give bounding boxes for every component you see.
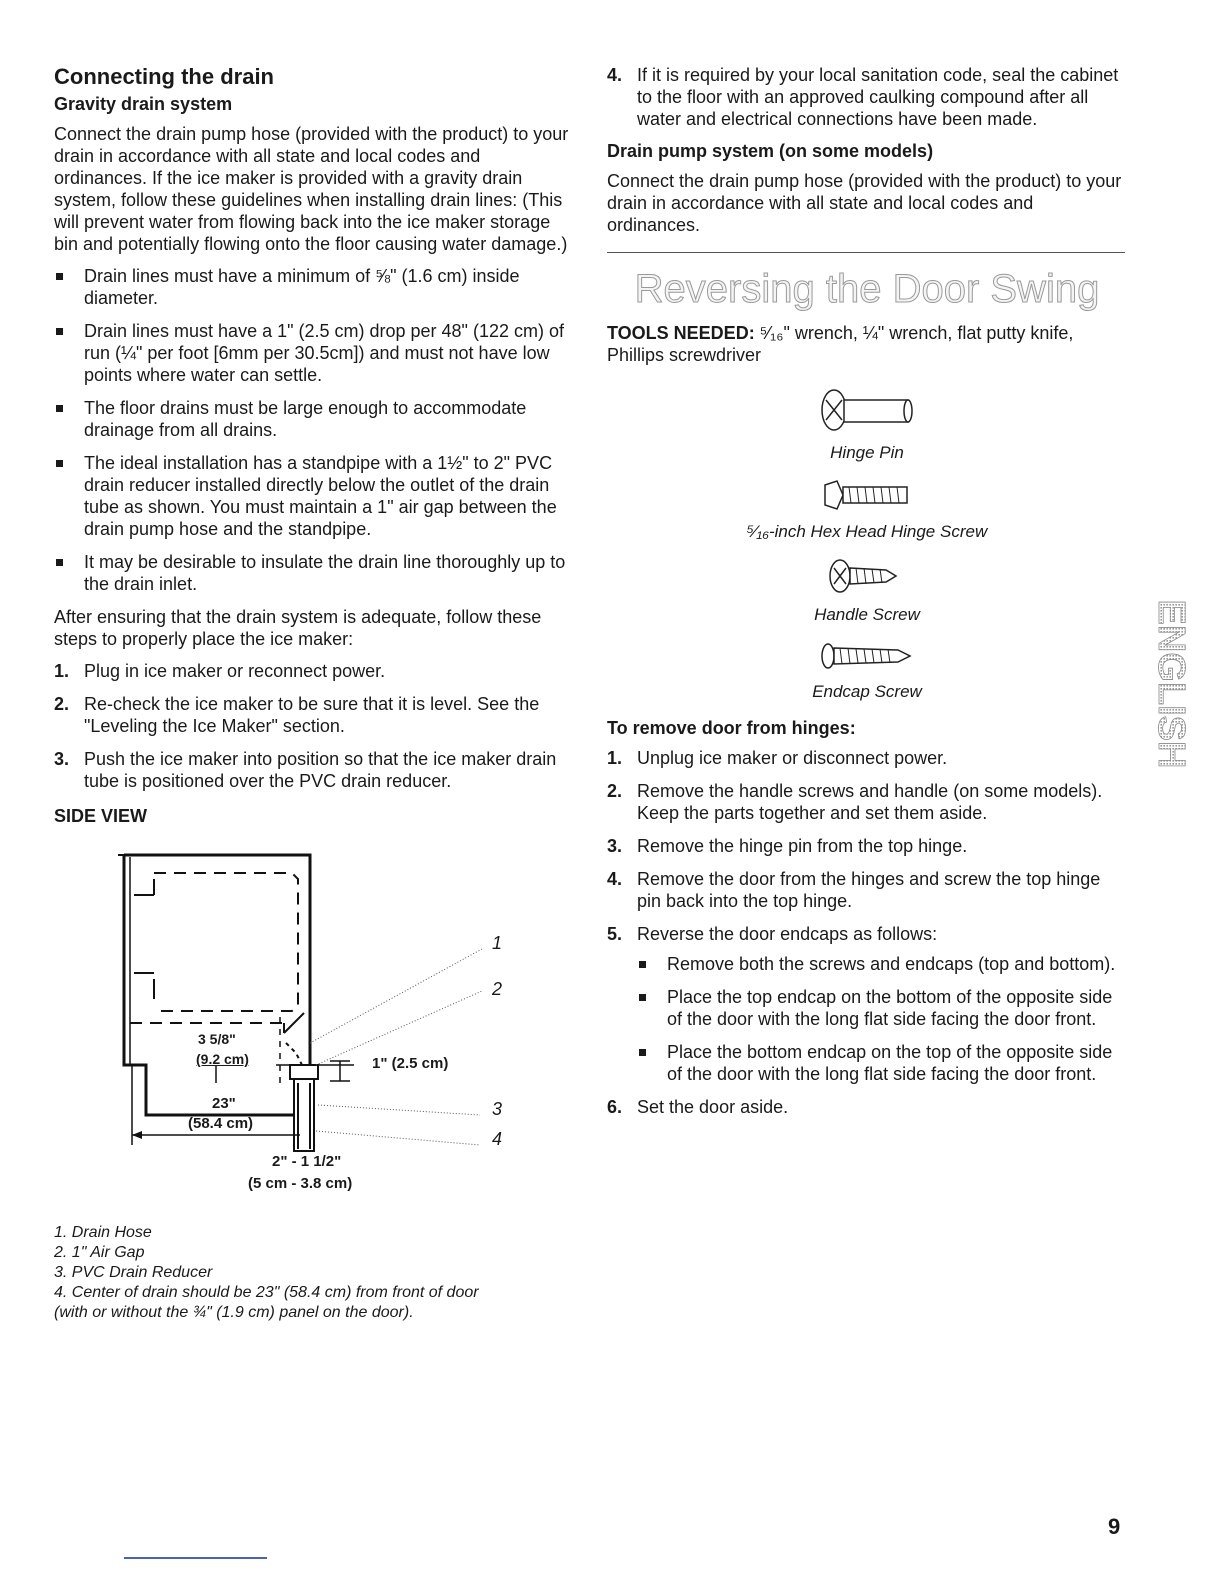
hex-head-hinge-screw-icon xyxy=(817,477,917,513)
list-item: Remove both the screws and endcaps (top and bottom). xyxy=(637,953,1127,975)
part-handle-screw xyxy=(607,556,1127,625)
legend-item: 1. Drain Hose xyxy=(54,1224,152,1241)
step-item: 2. Re-check the ice maker to be sure that it is level. See the "Leveling the Ice Maker" section. xyxy=(54,694,540,736)
step-item: 3. Push the ice maker into position so that the ice maker drain tube is positioned over the PVC drain reducer. xyxy=(54,749,557,791)
language-side-tab xyxy=(1149,574,1192,794)
dimension-depth: 23" xyxy=(212,1095,236,1112)
endcap-screw-icon xyxy=(812,639,922,673)
reversing-door-title: Reversing the Door Swing xyxy=(634,267,1100,311)
placement-step-4 xyxy=(607,64,1127,130)
tools-needed: TOOLS NEEDED: ⁵⁄₁₆" wrench, ¼" wrench, flat putty knife, Phillips screwdriver xyxy=(607,323,1074,365)
diagram-legend xyxy=(54,1223,514,1323)
endcap-sub-list xyxy=(637,953,1127,1085)
list-item: The floor drains must be large enough to accommodate drainage from all drains. xyxy=(54,397,570,441)
hinge-pin-icon xyxy=(812,386,922,434)
handle-screw-icon xyxy=(822,556,912,596)
part-hinge-pin xyxy=(607,386,1127,463)
subheading: Gravity drain system xyxy=(54,94,233,114)
callout-2: 2 xyxy=(492,979,503,999)
pump-heading: Drain pump system (on some models) xyxy=(607,141,934,161)
part-caption: Handle Screw xyxy=(814,605,920,624)
placement-steps xyxy=(54,660,570,792)
list-item: Drain lines must have a minimum of ⅝" (1.6 cm) inside diameter. xyxy=(54,265,570,309)
step-item: 4. Remove the door from the hinges and screw the top hinge pin back into the top hinge. xyxy=(607,869,1101,911)
intro-paragraph: Connect the drain pump hose (provided with the product) to your drain in accordance with all state and local codes and ordinances. If the ice maker is provided with a gravity drain system, follow these guidelines when installing drain lines: (This will prevent water from flowing back into the ice maker storage bin and potentially flowing onto the floor causing water damage.) xyxy=(54,124,569,254)
legend-item: 3. PVC Drain Reducer xyxy=(54,1264,213,1281)
step-item: 3. Remove the hinge pin from the top hinge. xyxy=(607,836,968,856)
list-item: It may be desirable to insulate the drain line thoroughly up to the drain inlet. xyxy=(54,551,570,595)
dimension-depth-cm: (58.4 cm) xyxy=(188,1115,254,1132)
list-item: Place the top endcap on the bottom of the opposite side of the door with the long flat side facing the door front. xyxy=(637,986,1127,1030)
callout-1: 1 xyxy=(492,933,503,953)
step-item: 6. Set the door aside. xyxy=(607,1097,789,1117)
step-item: 1. Plug in ice maker or reconnect power. xyxy=(54,661,386,681)
remove-door-steps xyxy=(607,747,1127,1118)
pump-paragraph: Connect the drain pump hose (provided with the product) to your drain in accordance with all state and local codes and ordinances. xyxy=(607,171,1122,235)
section-divider xyxy=(607,252,1125,253)
side-tab-svg xyxy=(1149,574,1192,794)
callout-4: 4 xyxy=(492,1129,503,1149)
left-column xyxy=(54,64,570,1323)
part-endcap-screw xyxy=(607,639,1127,702)
section-heading: Connecting the drain xyxy=(54,64,274,89)
side-tab-text: ENGLISH xyxy=(1149,599,1192,769)
step-item: 5. Reverse the door endcaps as follows: Remove both the screws and endcaps (top and bottom). Place the top endcap on the bottom of the opposite side of the door with the long flat side facing the door front. Place the bottom endcap on the top of the opposite side of the door with the long flat side facing the door front. xyxy=(607,923,1127,1085)
dimension-pipe-cm: (5 cm - 3.8 cm) xyxy=(248,1175,353,1192)
part-caption: Endcap Screw xyxy=(812,682,922,701)
part-hex-screw xyxy=(607,477,1127,542)
callout-3: 3 xyxy=(492,1099,503,1119)
step-item: 2. Remove the handle screws and handle (on some models). Keep the parts together and set them aside. xyxy=(607,781,1103,823)
page-number: 9 xyxy=(1108,1514,1121,1539)
dimension-pipe: 2" - 1 1/2" xyxy=(272,1153,342,1170)
after-paragraph: After ensuring that the drain system is adequate, follow these steps to properly place the ice maker: xyxy=(54,607,542,649)
remove-door-heading: To remove door from hinges: xyxy=(607,718,856,738)
drain-side-view-diagram xyxy=(54,833,524,1213)
side-view-label: SIDE VIEW xyxy=(54,806,148,826)
list-item: Drain lines must have a 1" (2.5 cm) drop per 48" (122 cm) of run (¼" per foot [6mm per 30.5cm]) and must not have low points where water can settle. xyxy=(54,320,570,386)
legend-item: 4. Center of drain should be 23" (58.4 cm) from front of door (with or without the ¾" (1.9 cm) panel on the door). xyxy=(54,1284,479,1321)
dimension-air-gap: 1" (2.5 cm) xyxy=(372,1055,449,1072)
footer-line xyxy=(124,1557,267,1559)
part-caption: ⁵⁄₁₆-inch Hex Head Hinge Screw xyxy=(746,522,988,541)
legend-item: 2. 1" Air Gap xyxy=(54,1244,145,1261)
list-item: The ideal installation has a standpipe with a 1½" to 2" PVC drain reducer installed directly below the outlet of the drain tube as shown. You must maintain a 1" air gap between the drain pump hose and the standpipe. xyxy=(54,452,570,540)
part-caption: Hinge Pin xyxy=(830,443,904,462)
dimension-height: 3 5/8" xyxy=(198,1031,236,1047)
guideline-list xyxy=(54,265,570,595)
list-item: Place the bottom endcap on the top of the opposite side of the door with the long flat side facing the door front. xyxy=(637,1041,1127,1085)
step-item: 4. If it is required by your local sanitation code, seal the cabinet to the floor with an approved caulking compound after all water and electrical connections have been made. xyxy=(607,65,1119,129)
right-column xyxy=(607,64,1127,1129)
dimension-height-cm: (9.2 cm) xyxy=(196,1051,249,1067)
step-item: 1. Unplug ice maker or disconnect power. xyxy=(607,748,948,768)
